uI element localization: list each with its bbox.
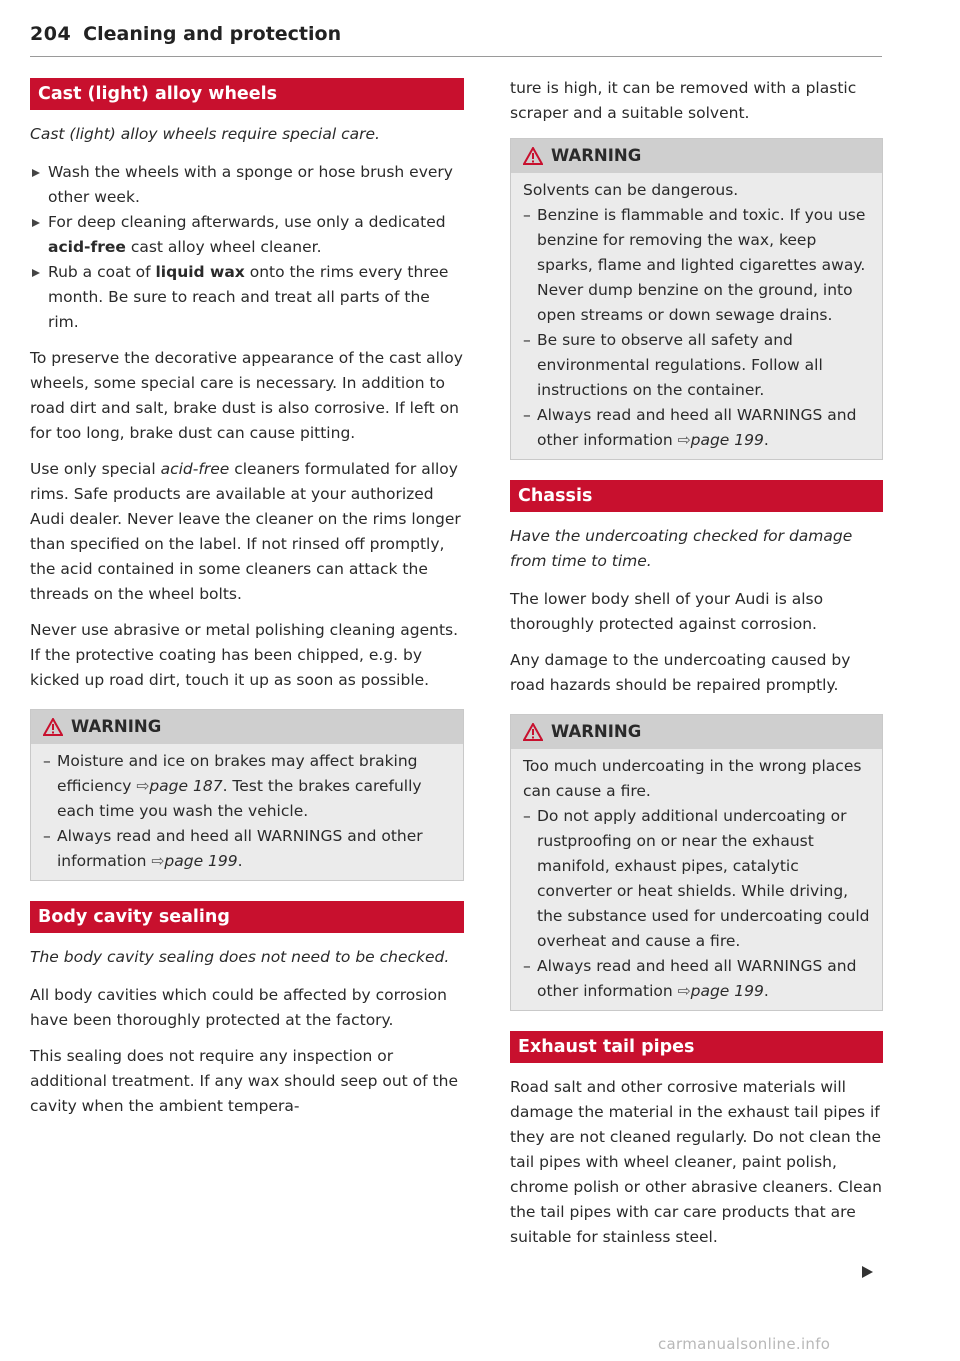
alloy-lead: Cast (light) alloy wheels require special care. [30, 125, 380, 143]
warning-triangle-icon [523, 723, 543, 741]
warning-body [511, 173, 882, 459]
alloy-paragraph-3: Never use abrasive or metal polishing cleaning agents. If the protective coating has been chipped, e.g. by kicked up road dirt, touch it up as soon as possible. [30, 621, 459, 689]
warning-item: – Moisture and ice on brakes may affect braking efficiency ⇨page 187. Test the brakes carefully each time you wash the vehicle. [43, 749, 453, 824]
warning-body [31, 744, 463, 880]
warning-intro: Solvents can be dangerous. [523, 181, 739, 199]
alloy-paragraph-2: Use only special acid-free cleaners formulated for alloy rims. Safe products are available at your authorized Audi dealer. Never leave the cleaner on the rims longer than specified on the label. If not rinsed off promptly, the acid contained in some cleaners can attack the threads on the wheel bolts. [30, 460, 461, 603]
watermark: carmanualsonline.info [658, 1335, 831, 1353]
alloy-step-3: Rub a coat of liquid wax onto the rims every three month. Be sure to reach and treat all parts of the rim. [30, 260, 464, 335]
warning-item: – Be sure to observe all safety and environmental regulations. Follow all instructions on the container. [523, 328, 872, 403]
exhaust-paragraph-1: Road salt and other corrosive materials will damage the material in the exhaust tail pipes if they are not cleaned regularly. Do not clean the tail pipes with wheel cleaner, paint polish, chrome polish or other abrasive cleaners. Clean the tail pipes with car care products that are suitable for stainless steel. [510, 1078, 882, 1246]
warning-header [511, 715, 882, 749]
page-ref-link[interactable]: page 187 [149, 777, 223, 795]
warning-header [511, 139, 882, 173]
alloy-steps [30, 160, 464, 335]
warning-intro: Too much undercoating in the wrong places can cause a fire. [523, 757, 862, 800]
arrow-right-icon: ⇨ [151, 852, 165, 870]
warning-title: WARNING [71, 717, 162, 736]
continue-arrow-icon [862, 1266, 873, 1278]
section-head-chassis: Chassis [510, 480, 883, 512]
warning-box-solvents [510, 138, 883, 460]
section-head-exhaust: Exhaust tail pipes [510, 1031, 883, 1063]
alloy-step-2: For deep cleaning afterwards, use only a dedicated acid-free cast alloy wheel cleaner. [30, 210, 464, 260]
warning-box-alloy [30, 709, 464, 881]
section-head-alloy-wheels: Cast (light) alloy wheels [30, 78, 464, 110]
body-cavity-paragraph-1: All body cavities which could be affected by corrosion have been thoroughly protected at the factory. [30, 986, 447, 1029]
section-head-body-cavity: Body cavity sealing [30, 901, 464, 933]
page-number: 204 [30, 23, 72, 45]
warning-item: – Always read and heed all WARNINGS and other information ⇨page 199. [523, 954, 872, 1004]
body-cavity-lead: The body cavity sealing does not need to be checked. [30, 948, 450, 966]
warning-header [31, 710, 463, 744]
warning-item: – Benzine is flammable and toxic. If you use benzine for removing the wax, keep sparks, flame and lighted cigarettes away. Never dump benzine on the ground, into open streams or down sewage drains. [523, 203, 872, 328]
warning-item: – Always read and heed all WARNINGS and other information ⇨page 199. [523, 403, 872, 453]
warning-title: WARNING [551, 146, 642, 165]
right-column [510, 76, 883, 1261]
warning-triangle-icon [43, 718, 63, 736]
page-ref-link[interactable]: page 199 [164, 852, 238, 870]
alloy-step-1: Wash the wheels with a sponge or hose brush every other week. [30, 160, 464, 210]
arrow-right-icon: ⇨ [136, 777, 150, 795]
warning-item: – Always read and heed all WARNINGS and other information ⇨page 199. [43, 824, 453, 874]
chassis-paragraph-1: The lower body shell of your Audi is also thoroughly protected against corrosion. [510, 590, 824, 633]
page-title: Cleaning and protection [83, 23, 342, 45]
alloy-paragraph-1: To preserve the decorative appearance of the cast alloy wheels, some special care is necessary. In addition to road dirt and salt, brake dust is also corrosive. If left on for too long, brake dust can cause pitting. [30, 349, 463, 442]
page-header [30, 22, 882, 57]
warning-triangle-icon [523, 147, 543, 165]
body-cavity-paragraph-2: This sealing does not require any inspection or additional treatment. If any wax should seep out of the cavity when the ambient tempera- [30, 1047, 458, 1115]
page-ref-link[interactable]: page 199 [690, 982, 764, 1000]
arrow-right-icon: ⇨ [677, 431, 691, 449]
page-ref-link[interactable]: page 199 [690, 431, 764, 449]
chassis-paragraph-2: Any damage to the undercoating caused by road hazards should be repaired promptly. [510, 651, 851, 694]
warning-title: WARNING [551, 722, 642, 741]
warning-box-undercoating [510, 714, 883, 1011]
left-column [30, 78, 464, 1130]
arrow-right-icon: ⇨ [677, 982, 691, 1000]
warning-body [511, 749, 882, 1010]
warning-item: – Do not apply additional undercoating or rustproofing on or near the exhaust manifold, exhaust pipes, catalytic converter or heat shields. While driving, the substance used for undercoating could overheat and cause a fire. [523, 804, 872, 954]
chassis-lead: Have the undercoating checked for damage from time to time. [510, 527, 853, 570]
continued-paragraph: ture is high, it can be removed with a plastic scraper and a suitable solvent. [510, 79, 857, 122]
